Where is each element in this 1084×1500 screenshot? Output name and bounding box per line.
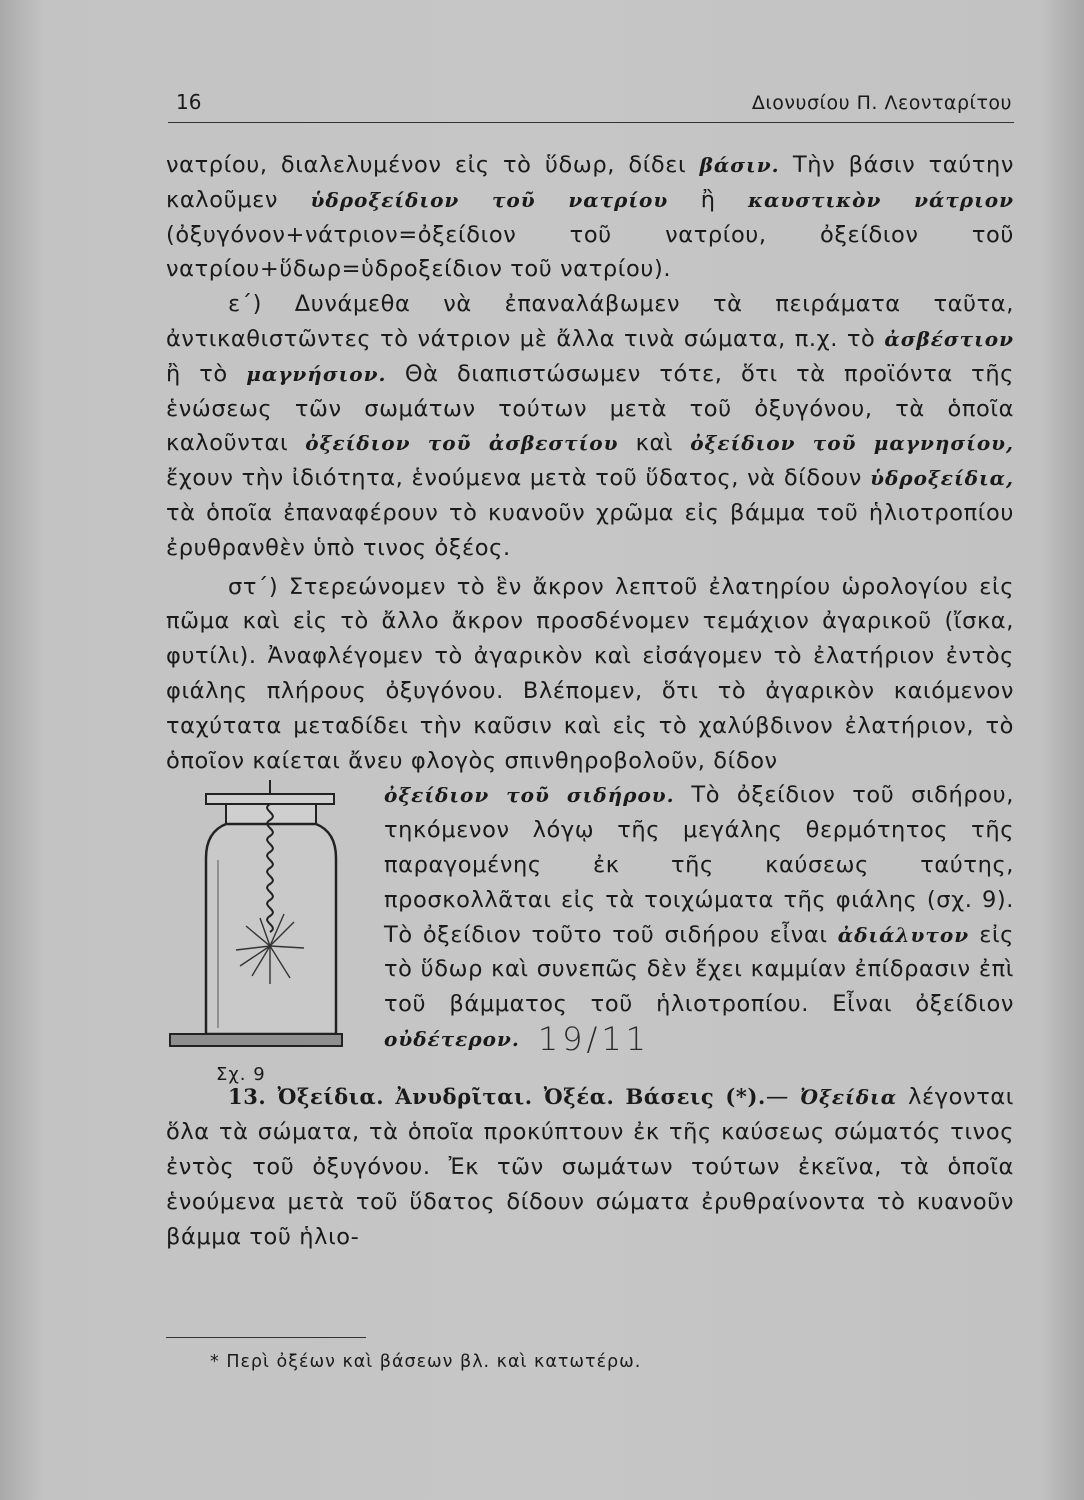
footnote-rule — [166, 1337, 366, 1338]
bottle-with-spring-icon — [166, 780, 372, 1055]
figure-9 — [166, 780, 372, 1086]
section-heading: 13. Ὀξείδια. Ἀνυδρῖται. Ὀξέα. Βάσεις (*). — [228, 1084, 766, 1110]
section-13: 13. Ὀξείδια. Ἀνυδρῖται. Ὀξέα. Βάσεις (*).— Ὀξείδια λέγονται ὅλα τὰ σώματα, τὰ ὁποῖα προκύπτουν ἐκ τῆς καύσεως σώματός τινος ἐντὸς τοῦ ὀξυγόνου. Ἐκ τῶν σωμάτων τούτων ἐκεῖνα, τὰ ὁποῖα ἑνούμενα μετὰ τοῦ ὕδατος δίδουν σώματα ἐρυθραίνοντα τὸ κυανοῦν βάμμα τοῦ ἡλιο- — [166, 1084, 1015, 1250]
paragraph-sodium-hydroxide: νατρίου, διαλελυμένον εἰς τὸ ὕδωρ, δίδει βάσιν. Τὴν βάσιν ταύτην καλοῦμεν ὑδροξείδιον τοῦ νατρίου ἢ καυστικὸν νάτριον (ὀξυγόνον+νάτριον=ὀξείδιον τοῦ νατρίου, ὀξείδιον τοῦ νατρίου+ὕδωρ=ὑδροξείδιον τοῦ νατρίου). — [166, 152, 1014, 283]
page-number: 16 — [176, 90, 202, 114]
paragraph-steel-spring: στ΄) Στερεώνομεν τὸ ἓν ἄκρον λεπτοῦ ἐλατηρίου ὡρολογίου εἰς πῶμα καὶ εἰς τὸ ἄλλο ἄκρον προσδένομεν τεμάχιον ἀγαρικοῦ (ἴσκα, φυτίλι). Ἀναφλέγομεν τὸ ἀγαρικὸν καὶ εἰσάγομεν τὸ ἐλατήριον ἐντὸς φιάλης πλήρους ὀξυγόνου. Βλέπομεν, ὅτι τὸ ἀγαρικὸν καιόμενον ταχύτατα μεταδίδει τὴν καῦσιν καὶ εἰς τὸ χαλύβδινον ἐλατήριον, τὸ ὁποῖον καίεται ἄνευ φλογὸς σπινθηροβολοῦν, δίδον — [166, 573, 1014, 774]
body-text — [166, 148, 1014, 1254]
paragraph-repeat-experiments: ε΄) Δυνάμεθα νὰ ἐπαναλάβωμεν τὰ πειράματα ταῦτα, ἀντικαθιστῶντες τὸ νάτριον μὲ ἄλλα τινὰ σώματα, π.χ. τὸ ἀσβέστιον ἢ τὸ μαγνήσιον. Θὰ διαπιστώσωμεν τότε, ὅτι τὰ προϊόντα τῆς ἑνώσεως τῶν σωμάτων τούτων μετὰ τοῦ ὀξυγόνου, τὰ ὁποῖα καλοῦνται ὀξείδιον τοῦ ἀσβεστίου καὶ ὀξείδιον τοῦ μαγνησίου, ἔχουν τὴν ἰδιότητα, ἑνούμενα μετὰ τοῦ ὕδατος, νὰ δίδουν ὑδροξείδια, τὰ ὁποῖα ἐπαναφέρουν τὸ κυανοῦν χρῶμα εἰς βάμμα τοῦ ἡλιοτροπίου ἐρυθρανθὲν ὑπὸ τινος ὀξέος. — [166, 291, 1015, 561]
figure-caption: Σχ. 9 — [216, 1064, 266, 1086]
page-header — [168, 90, 1014, 123]
paragraph-iron-oxide: ὀξείδιον τοῦ σιδήρου. Τὸ ὀξείδιον τοῦ σιδήρου, τηκόμενον λόγῳ τῆς μεγάλης θερμότητος τῆς παραγομένης ἐκ τῆς καύσεως ταύτης, προσκολλᾶται εἰς τὰ τοιχώματα τῆς φιάλης (σχ. 9). Τὸ ὀξείδιον τοῦτο τοῦ σιδήρου εἶναι ἀδιάλυτον εἰς τὸ ὕδωρ καὶ συνεπῶς δὲν ἔχει καμμίαν ἐπίδρασιν ἐπὶ τοῦ βάμματος τοῦ ἡλιοτροπίου. Εἶναι ὀξείδιον οὐδέτερον. 19/11 — [384, 782, 1014, 1058]
running-head: Διονυσίου Π. Λεονταρίτου — [751, 92, 1012, 114]
handwritten-annotation: 19/11 — [537, 1019, 651, 1058]
footnote: * Περὶ ὀξέων καὶ βάσεων βλ. καὶ κατωτέρω. — [210, 1352, 642, 1372]
